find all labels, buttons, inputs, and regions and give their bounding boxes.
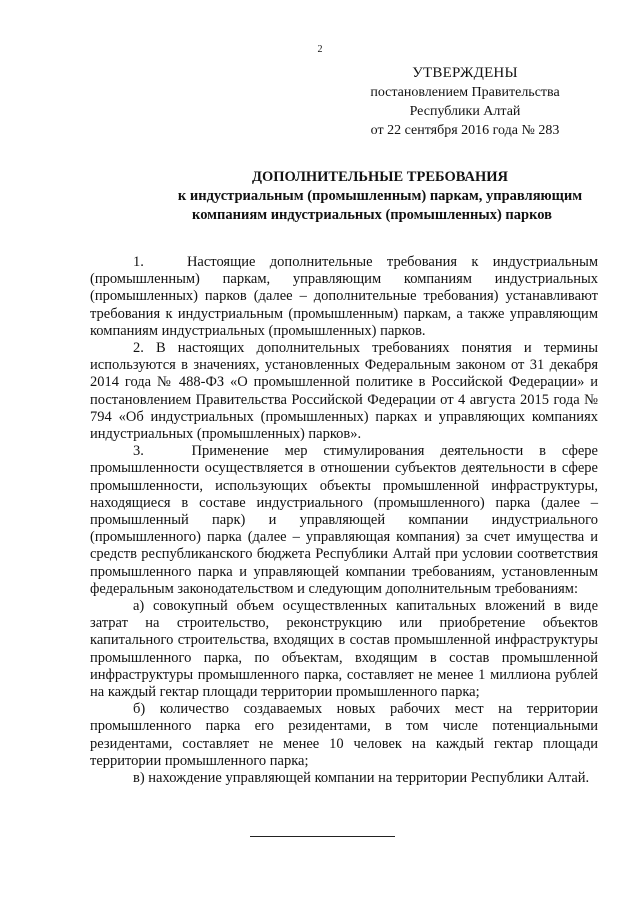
- paragraph-item-a: а) совокупный объем осуществленных капитальных вложений в виде затрат на строительство, реконструкцию или приобретение объектов капитального строительства, входящих в состав промышленной инфраструктуры промышленного парка, по объектам, входящим в состав промышленной инфраструктуры промышленного парка, составляет не менее 1 миллиона рублей на каждый гектар площади территории промышленного парка;: [90, 598, 598, 701]
- document-heading: [80, 168, 640, 225]
- paragraph-3: 3. Применение мер стимулирования деятельности в сфере промышленности осуществляется в отношении субъектов деятельности в сфере промышленности, использующих объекты промышленной инфраструктуры, находящиеся в составе индустриального (промышленного) парка (далее – промышленный парк) и управляющей компании индустриального (промышленного) парка (далее – управляющая компания) за счет имущества и средств республиканского бюджета Республики Алтай при условии соответствия промышленного парка и управляющей компании требованиям, установленным федеральным законодательством и следующим дополнительным требованиям:: [90, 443, 598, 597]
- approval-line-1: постановлением Правительства: [370, 85, 560, 100]
- approval-line-2: Республики Алтай: [409, 104, 521, 119]
- approval-block: [330, 64, 600, 140]
- heading-title: ДОПОЛНИТЕЛЬНЫЕ ТРЕБОВАНИЯ: [251, 169, 509, 185]
- page-number: 2: [317, 44, 323, 55]
- heading-subtitle-line-2: компаниям индустриальных (промышленных) парков: [192, 207, 552, 223]
- approval-line-3: от 22 сентября 2016 года № 283: [370, 123, 560, 138]
- document-body: [90, 254, 598, 787]
- approval-title: УТВЕРЖДЕНЫ: [412, 65, 518, 81]
- heading-subtitle-line-1: к индустриальным (промышленным) паркам, управляющим: [177, 188, 583, 204]
- paragraph-1: 1. Настоящие дополнительные требования к индустриальным (промышленным) паркам, управляющим компаниям индустриальных (промышленных) парков (далее – дополнительные требования) устанавливают требования к индустриальным (промышленным) паркам, а также управляющим компаниям индустриальных (промышленных) парков.: [90, 254, 598, 339]
- paragraph-item-b: б) количество создаваемых новых рабочих мест на территории промышленного парка его резидентами, в том числе потенциальными резидентами, составляет не менее 10 человек на каждый гектар площади территории промышленного парка;: [90, 701, 598, 769]
- paragraph-2: 2. В настоящих дополнительных требованиях понятия и термины используются в значениях, установленных Федеральным законом от 31 декабря 2014 года № 488-ФЗ «О промышленной политике в Российской Федерации» и постановлением Правительства Российской Федерации от 4 августа 2015 года № 794 «Об индустриальных (промышленных) парках и управляющих компаниях индустриальных (промышленных) парков».: [90, 340, 598, 443]
- closing-rule: [250, 836, 395, 837]
- paragraph-item-v: в) нахождение управляющей компании на территории Республики Алтай.: [133, 770, 590, 787]
